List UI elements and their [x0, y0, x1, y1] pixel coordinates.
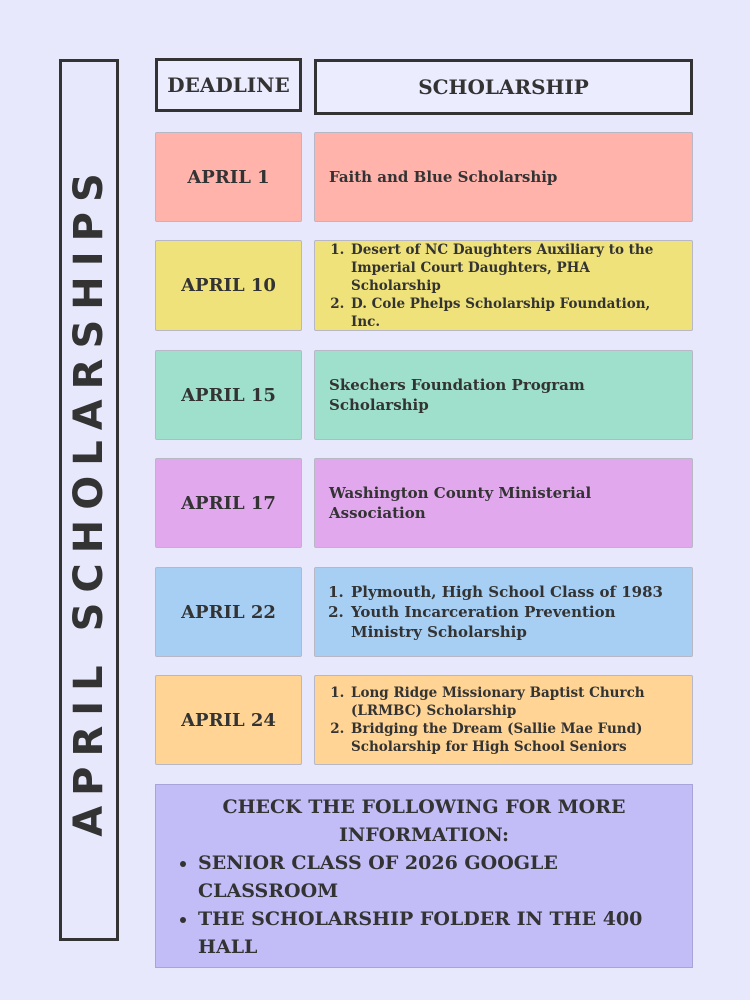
scholarship-cell	[314, 458, 693, 548]
scholarship-item: 1. Long Ridge Missionary Baptist Church (LRMBC) Scholarship	[349, 684, 678, 720]
scholarship-name: Skechers Foundation Program Scholarship	[329, 376, 585, 414]
deadline-cell: APRIL 10	[155, 240, 302, 331]
scholarship-name: Faith and Blue Scholarship	[329, 168, 558, 186]
scholarship-item: 2. D. Cole Phelps Scholarship Foundation, Inc.	[349, 295, 678, 331]
scholarship-cell	[314, 567, 693, 657]
more-info-heading: CHECK THE FOLLOWING FOR MORE INFORMATION:	[222, 796, 626, 846]
deadline-header: DEADLINE	[155, 58, 302, 112]
side-title: APRIL SCHOLARSHIPS	[66, 163, 112, 837]
scholarship-item: 2. Bridging the Dream (Sallie Mae Fund) Scholarship for High School Seniors	[349, 720, 678, 756]
scholarship-header: SCHOLARSHIP	[314, 59, 693, 115]
deadline-cell: APRIL 22	[155, 567, 302, 657]
info-bullet: • SENIOR CLASS OF 2026 GOOGLE CLASSROOM	[198, 849, 672, 905]
scholarship-name: Washington County Ministerial Association	[329, 484, 592, 522]
deadline-cell: APRIL 17	[155, 458, 302, 548]
scholarship-cell	[314, 240, 693, 331]
scholarship-item: 1. Plymouth, High School Class of 1983	[349, 582, 678, 602]
scholarship-cell	[314, 350, 693, 440]
scholarship-item: 2. Youth Incarceration Prevention Ministry Scholarship	[349, 602, 678, 642]
deadline-cell: APRIL 15	[155, 350, 302, 440]
deadline-cell: APRIL 24	[155, 675, 302, 765]
deadline-cell: APRIL 1	[155, 132, 302, 222]
info-bullet: • THE SCHOLARSHIP FOLDER IN THE 400 HALL	[198, 905, 672, 961]
side-title-box	[59, 59, 119, 941]
scholarship-cell	[314, 132, 693, 222]
more-info-box	[155, 784, 693, 968]
scholarship-item: 1. Desert of NC Daughters Auxiliary to the Imperial Court Daughters, PHA Scholarship	[349, 241, 678, 295]
scholarship-cell	[314, 675, 693, 765]
